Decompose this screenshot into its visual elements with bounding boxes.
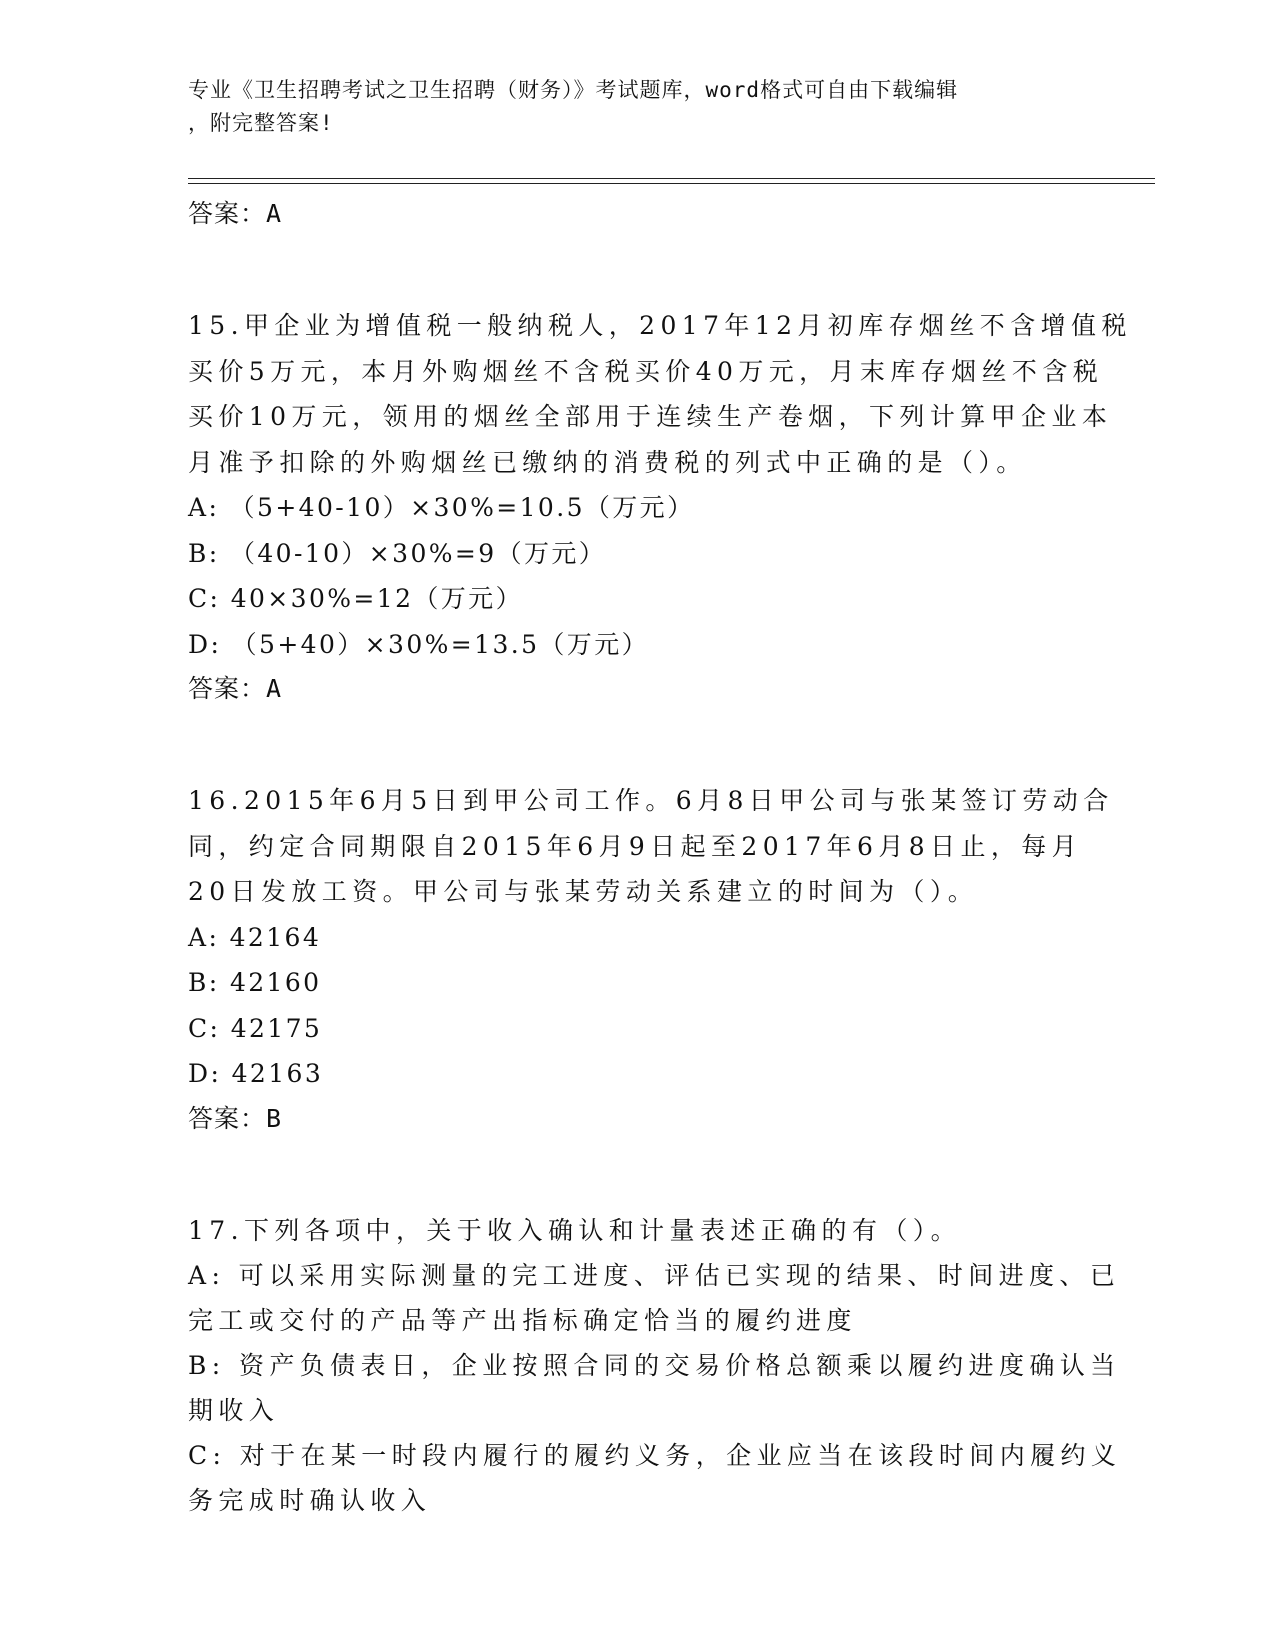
option-a: A: 42164 xyxy=(188,922,322,952)
question-stem-line: 20日发放工资。甲公司与张某劳动关系建立的时间为（）。 xyxy=(188,877,979,906)
question-stem-line: 买价5万元，本月外购烟丝不含税买价40万元，月末库存烟丝不含税 xyxy=(188,356,1104,386)
option-c: C: 40×30%=12（万元） xyxy=(188,584,523,613)
option-a: A: 可以采用实际测量的完工进度、评估已实现的结果、时间进度、已 xyxy=(188,1260,1121,1290)
document-body xyxy=(188,192,1132,1523)
option-c-continued: 务完成时确认收入 xyxy=(188,1485,432,1515)
question-17 xyxy=(188,1208,1122,1523)
question-stem-line: 同，约定合同期限自2015年6月9日起至2017年6月8日止，每月 xyxy=(188,831,1083,861)
document-header xyxy=(188,74,1068,140)
option-b: B: （40-10）×30%=9（万元） xyxy=(188,538,607,568)
answer: 答案：A xyxy=(188,674,283,703)
option-d: D: 42163 xyxy=(188,1059,324,1088)
question-stem-line: 16.2015年6月5日到甲公司工作。6月8日甲公司与张某签订劳动合 xyxy=(188,786,1114,815)
option-c: C: 42175 xyxy=(188,1013,323,1043)
header-line-1: 专业《卫生招聘考试之卫生招聘（财务）》考试题库，word格式可自由下载编辑 xyxy=(188,78,959,102)
question-stem-line: 买价10万元，领用的烟丝全部用于连续生产卷烟，下列计算甲企业本 xyxy=(188,402,1113,431)
header-divider-top xyxy=(188,178,1155,179)
header-divider-bottom xyxy=(188,183,1155,184)
option-d: D: （5+40）×30%=13.5（万元） xyxy=(188,629,650,659)
answer: 答案：B xyxy=(188,1103,283,1133)
option-b: B: 42160 xyxy=(188,968,322,997)
question-15 xyxy=(188,303,1132,711)
question-stem-line: 月准予扣除的外购烟丝已缴纳的消费税的列式中正确的是（）。 xyxy=(188,447,1027,477)
option-b: B: 资产负债表日，企业按照合同的交易价格总额乘以履约进度确认当 xyxy=(188,1350,1121,1380)
question-stem-line: 15.甲企业为增值税一般纳税人，2017年12月初库存烟丝不含增值税 xyxy=(188,311,1132,340)
option-b-continued: 期收入 xyxy=(188,1395,280,1425)
option-c: C: 对于在某一时段内履行的履约义务，企业应当在该段时间内履约义 xyxy=(188,1440,1122,1470)
header-line-2: ，附完整答案! xyxy=(188,111,334,135)
option-a: A: （5+40-10）×30%=10.5（万元） xyxy=(188,493,695,522)
question-stem-line: 17.下列各项中，关于收入确认和计量表述正确的有（）。 xyxy=(188,1215,962,1245)
option-a-continued: 完工或交付的产品等产出指标确定恰当的履约进度 xyxy=(188,1305,857,1335)
prev-answer: 答案：A xyxy=(188,199,283,228)
question-16 xyxy=(188,778,1114,1141)
